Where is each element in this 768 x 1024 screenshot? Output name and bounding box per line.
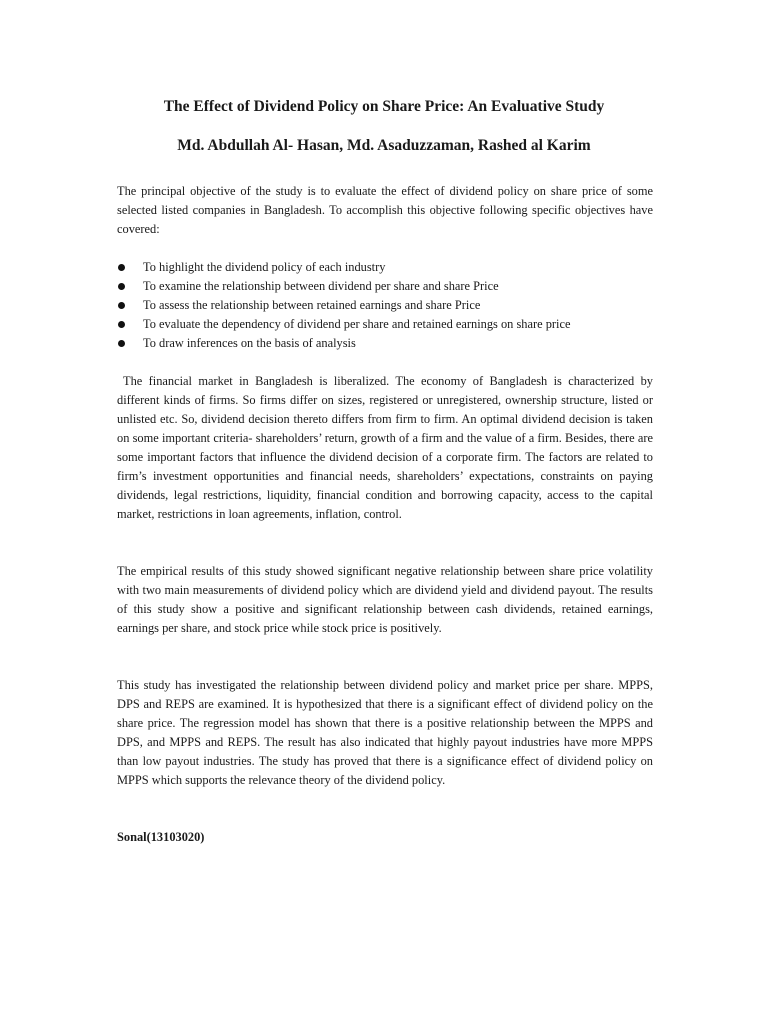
objective-text: To examine the relationship between dividend per share and share Price <box>143 279 499 293</box>
list-item <box>117 277 657 296</box>
bullet-icon <box>118 340 125 347</box>
signature: Sonal(13103020) <box>117 830 205 844</box>
objective-text: To highlight the dividend policy of each industry <box>143 260 386 274</box>
page-title: The Effect of Dividend Policy on Share Price: An Evaluative Study <box>163 98 605 115</box>
objective-text: To assess the relationship between retained earnings and share Price <box>143 298 481 312</box>
author-line: Md. Abdullah Al- Hasan, Md. Asaduzzaman, Rashed al Karim <box>177 137 591 154</box>
list-item <box>117 334 657 353</box>
objective-text: To draw inferences on the basis of analysis <box>143 336 356 350</box>
objectives-list <box>117 258 657 353</box>
bullet-icon <box>118 264 125 271</box>
objective-text: To evaluate the dependency of dividend per share and retained earnings on share price <box>143 317 571 331</box>
intro-paragraph: The principal objective of the study is to evaluate the effect of dividend policy on share price of some selected listed companies in Bangladesh. To accomplish this objective following specific objectives have covered: <box>117 184 653 236</box>
study-paragraph: This study has investigated the relationship between dividend policy and market price per share. MPPS, DPS and REPS are examined. It is hypothesized that there is a significant effect of dividend policy on the share price. The regression model has shown that there is a positive relationship between the MPPS and DPS, and MPPS and REPS. The result has also indicated that highly payout industries have more MPPS than low payout industries. The study has proved that there is a significance effect of dividend policy on MPPS which supports the relevance theory of the dividend policy. <box>117 678 653 787</box>
market-paragraph: The financial market in Bangladesh is liberalized. The economy of Bangladesh is characterized by different kinds of firms. So firms differ on sizes, registered or unregistered, ownership structure, listed or unlisted etc. So, dividend decision thereto differs from firm to firm. An optimal dividend decision is taken on some important criteria- shareholders’ return, growth of a firm and the value of a firm. Besides, there are some important factors that influence the dividend decision of a corporate firm. The factors are related to firm’s investment opportunities and financial needs, shareholders’ expectations, constraints on paying dividends, legal restrictions, liquidity, financial condition and borrowing capacity, access to the capital market, restrictions in loan agreements, inflation, control. <box>117 374 653 521</box>
bullet-icon <box>118 283 125 290</box>
list-item <box>117 315 657 334</box>
empirical-paragraph: The empirical results of this study showed significant negative relationship between share price volatility with two main measurements of dividend policy which are dividend yield and dividend payout. The results of this study show a positive and significant relationship between cash dividends, retained earnings, earnings per share, and stock price while stock price is positively. <box>117 564 653 635</box>
bullet-icon <box>118 302 125 309</box>
list-item <box>117 296 657 315</box>
bullet-icon <box>118 321 125 328</box>
list-item <box>117 258 657 277</box>
